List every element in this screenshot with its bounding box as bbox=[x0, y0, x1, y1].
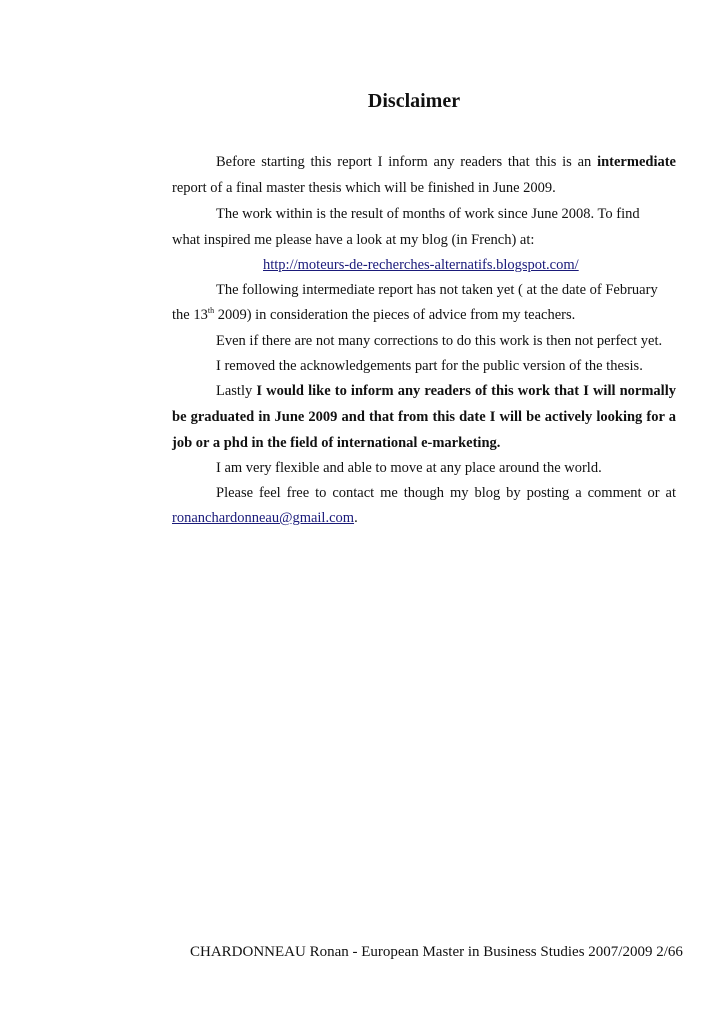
paragraph-8-line-1: Please feel free to contact me though my blog by posting a comment or at bbox=[216, 485, 676, 501]
page-title: Disclaimer bbox=[367, 90, 461, 112]
paragraph-8-tail: . bbox=[354, 510, 358, 526]
paragraph-1-bold: intermediate bbox=[597, 154, 676, 170]
paragraph-1-line-2: report of a final master thesis which will be finished in June 2009. bbox=[172, 180, 556, 196]
paragraph-6-bold-1: I would like to inform any readers of this work that I will normally bbox=[256, 383, 676, 399]
paragraph-6-line-3 bbox=[172, 435, 500, 452]
paragraph-6-bold-3: job or a phd in the field of international e-marketing. bbox=[172, 435, 501, 451]
paragraph-6-line-2 bbox=[172, 409, 676, 426]
paragraph-3-date: the 13 bbox=[172, 307, 208, 323]
paragraph-3-line-1: The following intermediate report has not taken yet ( at the date of February bbox=[216, 282, 658, 298]
blog-url-line bbox=[263, 257, 579, 274]
paragraph-5: I removed the acknowledgements part for the public version of the thesis. bbox=[216, 358, 643, 374]
paragraph-6-lead: Lastly bbox=[216, 383, 257, 399]
paragraph-2-line-2: what inspired me please have a look at my blog (in French) at: bbox=[172, 232, 535, 248]
blog-link[interactable]: http://moteurs-de-recherches-alternatifs.blogspot.com/ bbox=[263, 257, 579, 273]
paragraph-4: Even if there are not many corrections to do this work is then not perfect yet. bbox=[216, 333, 663, 349]
paragraph-6-line-1 bbox=[216, 383, 676, 400]
page-footer: CHARDONNEAU Ronan - European Master in Business Studies 2007/2009 2/66 bbox=[190, 944, 683, 960]
paragraph-7: I am very flexible and able to move at any place around the world. bbox=[216, 460, 602, 476]
paragraph-2-line-1: The work within is the result of months of work since June 2008. To find bbox=[216, 206, 640, 222]
paragraph-6-bold-2: be graduated in June 2009 and that from this date I will be actively looking for a bbox=[172, 409, 676, 425]
paragraph-8-line-2 bbox=[172, 510, 358, 527]
paragraph-3-line-2 bbox=[172, 307, 575, 324]
paragraph-3-text: 2009) in consideration the pieces of advice from my teachers. bbox=[214, 307, 576, 323]
email-link[interactable]: ronanchardonneau@gmail.com bbox=[172, 510, 355, 526]
ordinal-suffix: th bbox=[207, 306, 215, 316]
paragraph-1-line-1 bbox=[216, 154, 676, 171]
paragraph-1-text: Before starting this report I inform any readers that this is an bbox=[216, 154, 598, 170]
